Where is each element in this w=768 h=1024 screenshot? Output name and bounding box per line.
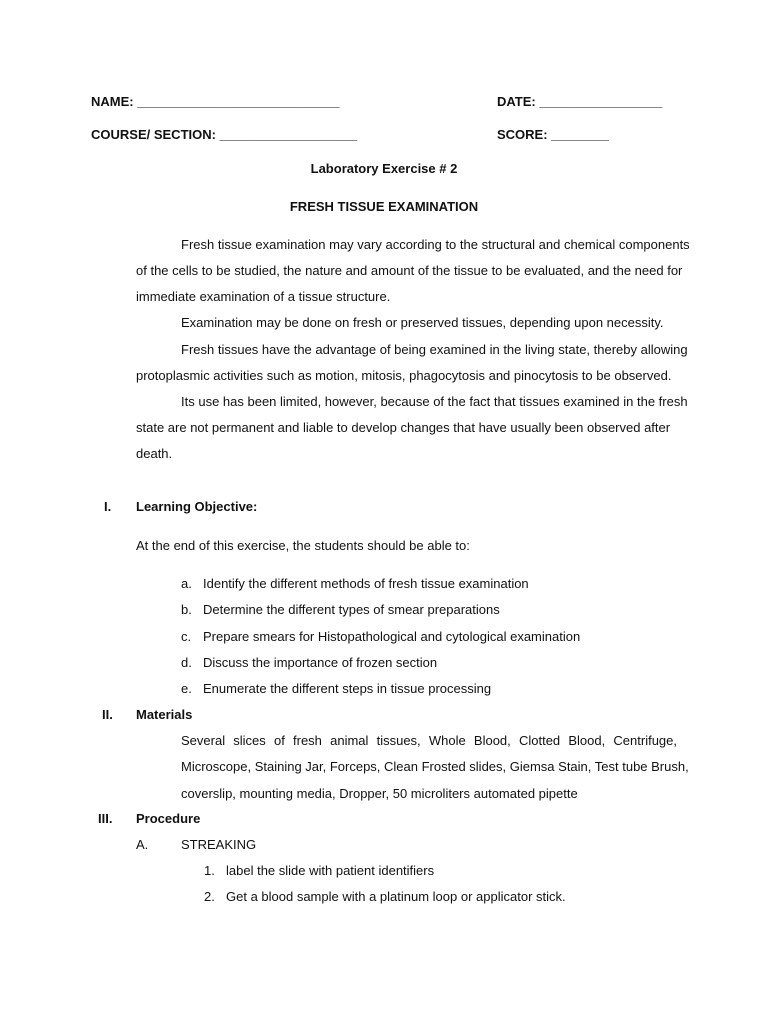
name-field: NAME: ____________________________ xyxy=(91,94,340,109)
objective-text: Enumerate the different steps in tissue processing xyxy=(203,681,492,696)
document-subtitle: FRESH TISSUE EXAMINATION xyxy=(289,199,479,214)
section-2-number: II. xyxy=(102,707,113,722)
exercise-title: Laboratory Exercise # 2 xyxy=(310,161,458,176)
intro-paragraph-4 xyxy=(136,394,688,409)
objective-letter: c. xyxy=(181,629,192,644)
subsection-a-title: STREAKING xyxy=(181,837,257,852)
intro-paragraph-1 xyxy=(136,237,690,252)
intro-p4-line-2: state are not permanent and liable to develop changes that have usually been observed after xyxy=(136,420,671,435)
section-3-title: Procedure xyxy=(136,811,201,826)
step-number: 2. xyxy=(204,889,215,904)
subsection-a-letter: A. xyxy=(136,837,149,852)
intro-p4-line-1: Its use has been limited, however, because of the fact that tissues examined in the fresh xyxy=(181,394,688,409)
date-field: DATE: _________________ xyxy=(497,94,663,109)
section-3-number: III. xyxy=(98,811,113,826)
step-text: label the slide with patient identifiers xyxy=(226,863,435,878)
objective-text: Discuss the importance of frozen section xyxy=(203,655,438,670)
step-number: 1. xyxy=(204,863,215,878)
materials-line-1: Several slices of fresh animal tissues, Whole Blood, Clotted Blood, Centrifuge, xyxy=(181,733,677,748)
objective-letter: d. xyxy=(181,655,192,670)
intro-p2-line-1: Examination may be done on fresh or preserved tissues, depending upon necessity. xyxy=(181,315,664,330)
section-1-title: Learning Objective: xyxy=(136,499,258,514)
intro-p1-line-3: immediate examination of a tissue structure. xyxy=(136,289,391,304)
objective-letter: b. xyxy=(181,602,192,617)
objective-text: Identify the different methods of fresh tissue examination xyxy=(203,576,529,591)
intro-paragraph-2 xyxy=(136,315,677,330)
intro-p3-line-1: Fresh tissues have the advantage of being examined in the living state, thereby allowing xyxy=(181,342,688,357)
objective-text: Prepare smears for Histopathological and cytological examination xyxy=(203,629,581,644)
objectives-lead: At the end of this exercise, the students should be able to: xyxy=(136,538,470,553)
intro-paragraph-3 xyxy=(136,342,688,357)
intro-p1-line-1: Fresh tissue examination may vary according to the structural and chemical components xyxy=(181,237,690,252)
step-text: Get a blood sample with a platinum loop or applicator stick. xyxy=(226,889,566,904)
intro-p3-line-2: protoplasmic activities such as motion, mitosis, phagocytosis and pinocytosis to be observed. xyxy=(136,368,672,383)
intro-p1-line-2: of the cells to be studied, the nature and amount of the tissue to be evaluated, and the need for xyxy=(136,263,683,278)
section-1-number: I. xyxy=(104,499,112,514)
score-field: SCORE: ________ xyxy=(497,127,610,142)
objective-letter: e. xyxy=(181,681,192,696)
materials-line-2: Microscope, Staining Jar, Forceps, Clean Frosted slides, Giemsa Stain, Test tube Brush, xyxy=(181,759,689,774)
objective-text: Determine the different types of smear preparations xyxy=(203,602,500,617)
objective-letter: a. xyxy=(181,576,192,591)
intro-p4-line-3: death. xyxy=(136,446,173,461)
section-2-title: Materials xyxy=(136,707,193,722)
materials-line-3: coverslip, mounting media, Dropper, 50 microliters automated pipette xyxy=(181,786,578,801)
course-section-field: COURSE/ SECTION: ___________________ xyxy=(91,127,357,142)
